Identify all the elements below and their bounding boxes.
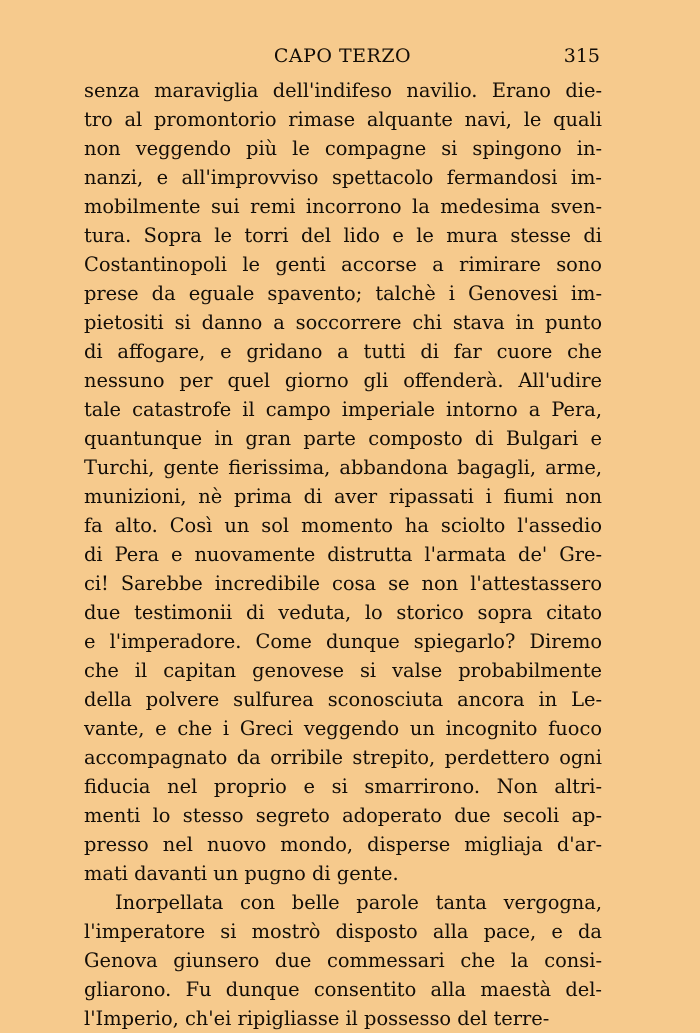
text-line: quantunque in gran parte composto di Bulgari e [84,427,602,450]
text-line: gliarono. Fu dunque consentito alla maestà del- [84,978,602,1001]
text-line: mati davanti un pugno di gente. [84,862,399,885]
body-text [84,76,602,1033]
page-number: 315 [563,45,600,67]
text-line: che il capitan genovese si valse probabilmente [84,659,602,682]
text-line: fiducia nel proprio e si smarrirono. Non altri- [84,775,602,798]
text-line: tura. Sopra le torri del lido e le mura stesse di [84,224,602,247]
text-line: di Pera e nuovamente distrutta l'armata de' Gre- [84,543,602,566]
text-line: fa alto. Così un sol momento ha sciolto l'assedio [84,514,602,537]
text-line: Inorpellata con belle parole tanta vergogna, [115,891,602,914]
running-title: CAPO TERZO [273,45,412,67]
text-line: di affogare, e gridano a tutti di far cuore che [84,340,602,363]
text-line: vante, e che i Greci veggendo un incognito fuoco [84,717,602,740]
text-line: senza maraviglia dell'indifeso navilio. Erano die- [84,79,602,102]
text-line: l'Imperio, ch'ei ripigliasse il possesso del terre- [84,1007,550,1030]
text-line: tale catastrofe il campo imperiale intorno a Pera, [84,398,602,421]
text-line: Genova giunsero due commessari che la consi- [84,949,602,972]
text-line: ci! Sarebbe incredibile cosa se non l'attestassero [84,572,602,595]
text-line: munizioni, nè prima di aver ripassati i fiumi non [84,485,602,508]
text-line: nanzi, e all'improvviso spettacolo fermandosi im- [84,166,602,189]
text-line: tro al promontorio rimase alquante navi, le quali [84,108,602,131]
text-line: prese da eguale spavento; talchè i Genovesi im- [84,282,602,305]
text-line: pietositi si danno a soccorrere chi stava in punto [84,311,602,334]
text-line: mobilmente sui remi incorrono la medesima sven- [84,195,602,218]
text-line: l'imperatore si mostrò disposto alla pace, e da [84,920,602,943]
paragraph [84,76,602,888]
page-header [85,45,600,75]
text-line: accompagnato da orribile strepito, perdettero ogni [84,746,602,769]
text-line: Turchi, gente fierissima, abbandona bagagli, arme, [84,456,602,479]
paragraph [84,888,602,1033]
text-line: e l'imperadore. Come dunque spiegarlo? Diremo [84,630,602,653]
text-line: Costantinopoli le genti accorse a rimirare sono [84,253,602,276]
text-line: non veggendo più le compagne si spingono in- [84,137,602,160]
text-line: menti lo stesso segreto adoperato due secoli ap- [84,804,602,827]
text-line: nessuno per quel giorno gli offenderà. All'udire [84,369,602,392]
text-line: presso nel nuovo mondo, disperse migliaja d'ar- [84,833,602,856]
text-line: della polvere sulfurea sconosciuta ancora in Le- [84,688,602,711]
text-line: due testimonii di veduta, lo storico sopra citato [84,601,602,624]
